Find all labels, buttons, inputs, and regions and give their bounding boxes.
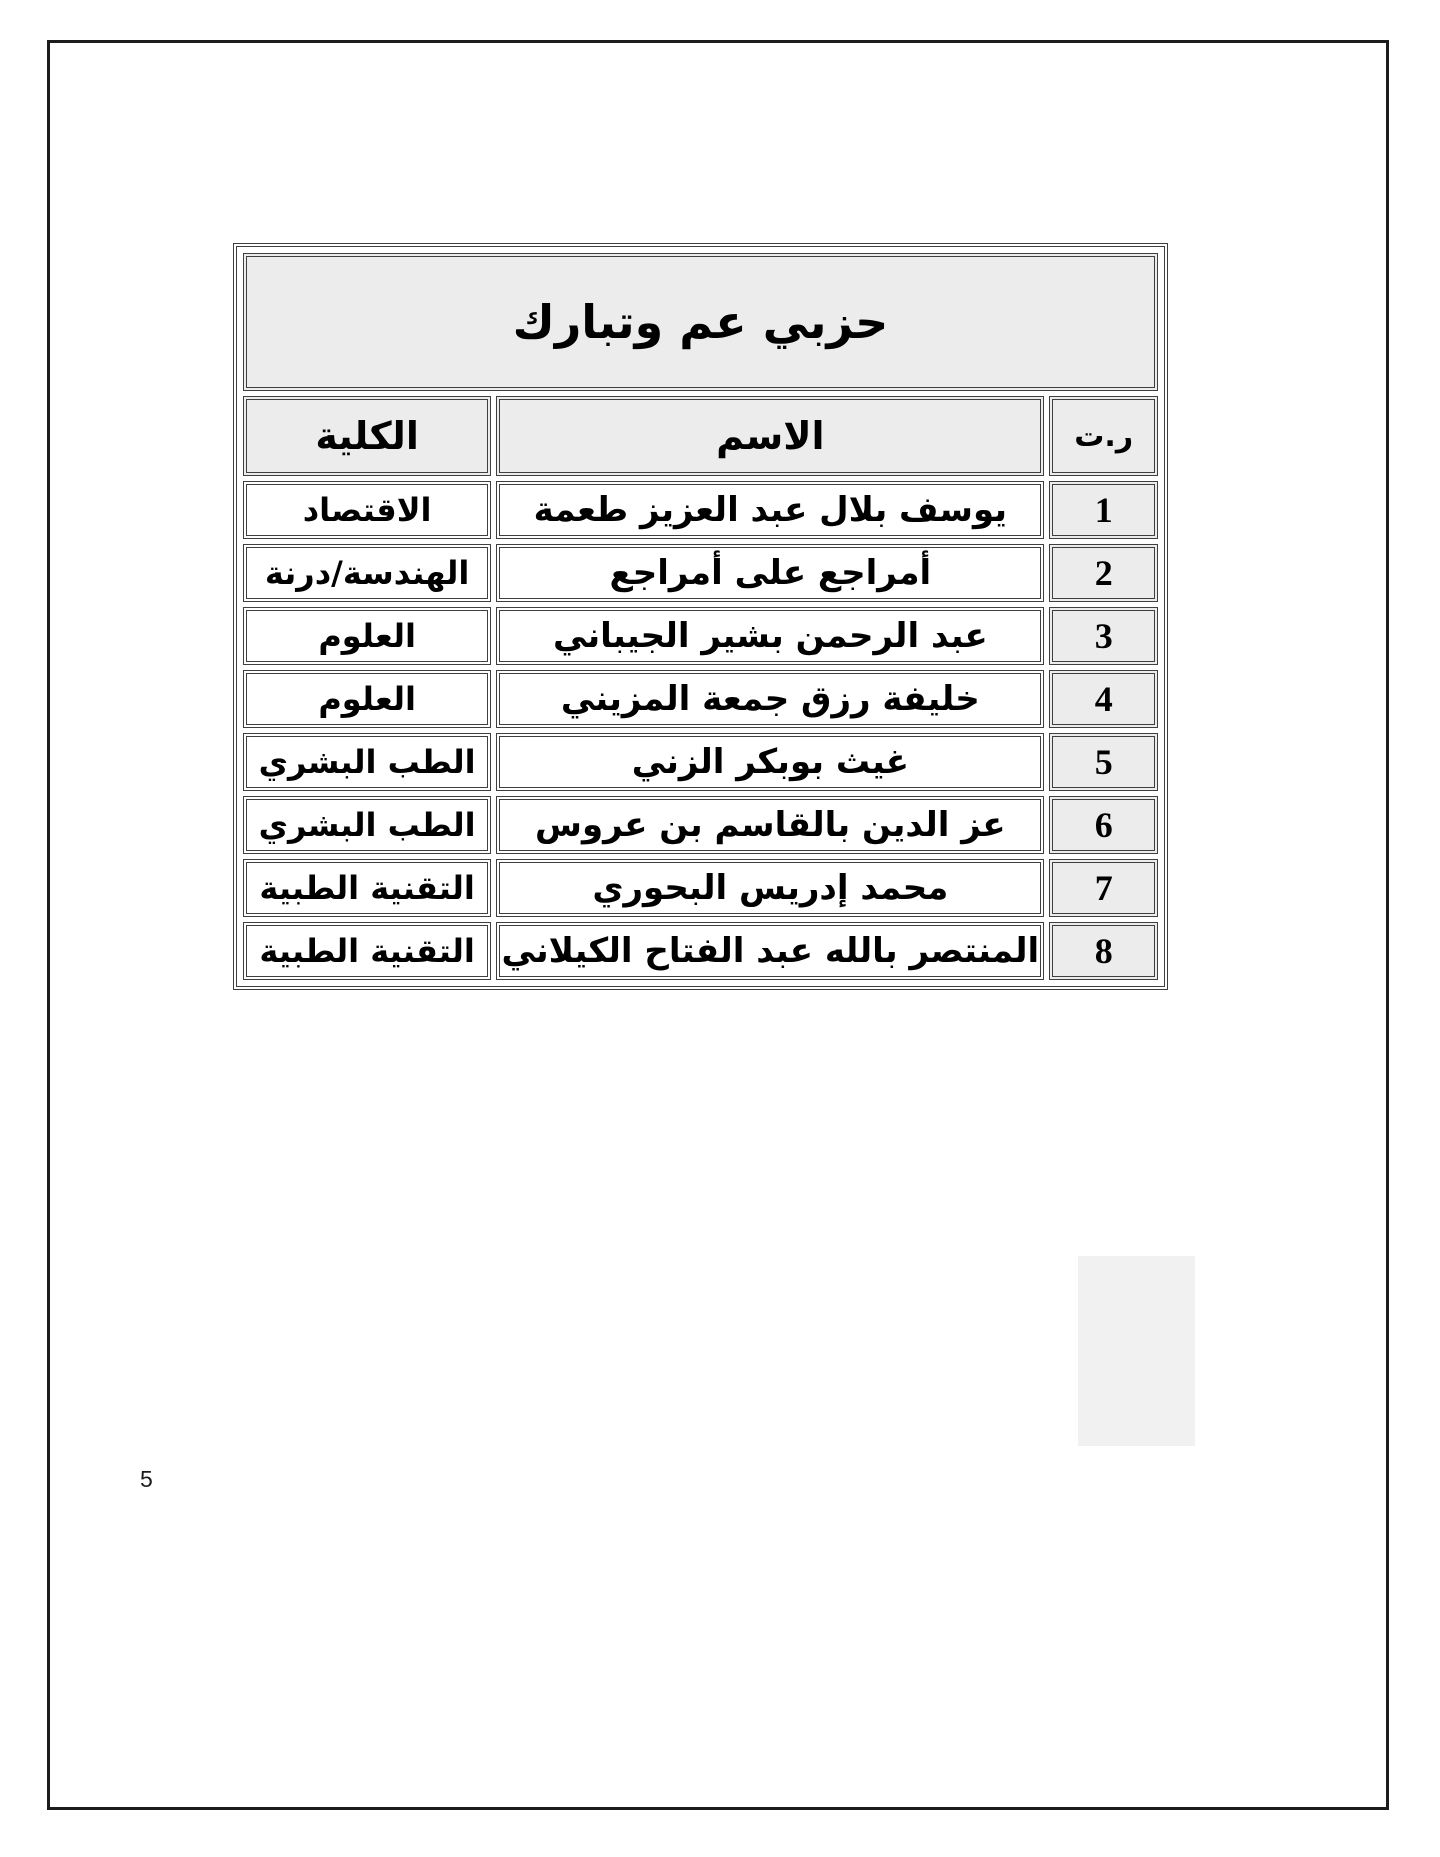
col-header-serial: ر.ت	[1049, 396, 1158, 476]
name-cell: المنتصر بالله عبد الفتاح الكيلاني	[496, 922, 1044, 980]
name-cell: عبد الرحمن بشير الجيباني	[496, 607, 1044, 665]
college-cell: التقنية الطبية	[243, 922, 491, 980]
table-title-row	[243, 253, 1158, 391]
name-cell: خليفة رزق جمعة المزيني	[496, 670, 1044, 728]
table-row	[243, 859, 1158, 917]
col-header-college: الكلية	[243, 396, 491, 476]
college-cell: العلوم	[243, 607, 491, 665]
name-cell: أمراجع على أمراجع	[496, 544, 1044, 602]
name-cell: محمد إدريس البحوري	[496, 859, 1044, 917]
college-cell: الاقتصاد	[243, 481, 491, 539]
serial-cell: 1	[1049, 481, 1158, 539]
table-row	[243, 607, 1158, 665]
students-table	[233, 243, 1168, 990]
scan-artifact	[1078, 1256, 1195, 1446]
table-row	[243, 733, 1158, 791]
serial-cell: 3	[1049, 607, 1158, 665]
table-row	[243, 922, 1158, 980]
serial-cell: 6	[1049, 796, 1158, 854]
name-cell: عز الدين بالقاسم بن عروس	[496, 796, 1044, 854]
college-cell: العلوم	[243, 670, 491, 728]
name-cell: غيث بوبكر الزني	[496, 733, 1044, 791]
serial-cell: 4	[1049, 670, 1158, 728]
table-title-calligraphy: حزبي عم وتبارك	[243, 253, 1158, 391]
table-row	[243, 544, 1158, 602]
serial-cell: 2	[1049, 544, 1158, 602]
serial-cell: 5	[1049, 733, 1158, 791]
table-header-row	[243, 396, 1158, 476]
col-header-name: الاسم	[496, 396, 1044, 476]
college-cell: التقنية الطبية	[243, 859, 491, 917]
table-row	[243, 670, 1158, 728]
table-row	[243, 796, 1158, 854]
college-cell: الهندسة/درنة	[243, 544, 491, 602]
table-row	[243, 481, 1158, 539]
serial-cell: 7	[1049, 859, 1158, 917]
college-cell: الطب البشري	[243, 796, 491, 854]
college-cell: الطب البشري	[243, 733, 491, 791]
name-cell: يوسف بلال عبد العزيز طعمة	[496, 481, 1044, 539]
serial-cell: 8	[1049, 922, 1158, 980]
page-number: 5	[140, 1466, 153, 1492]
